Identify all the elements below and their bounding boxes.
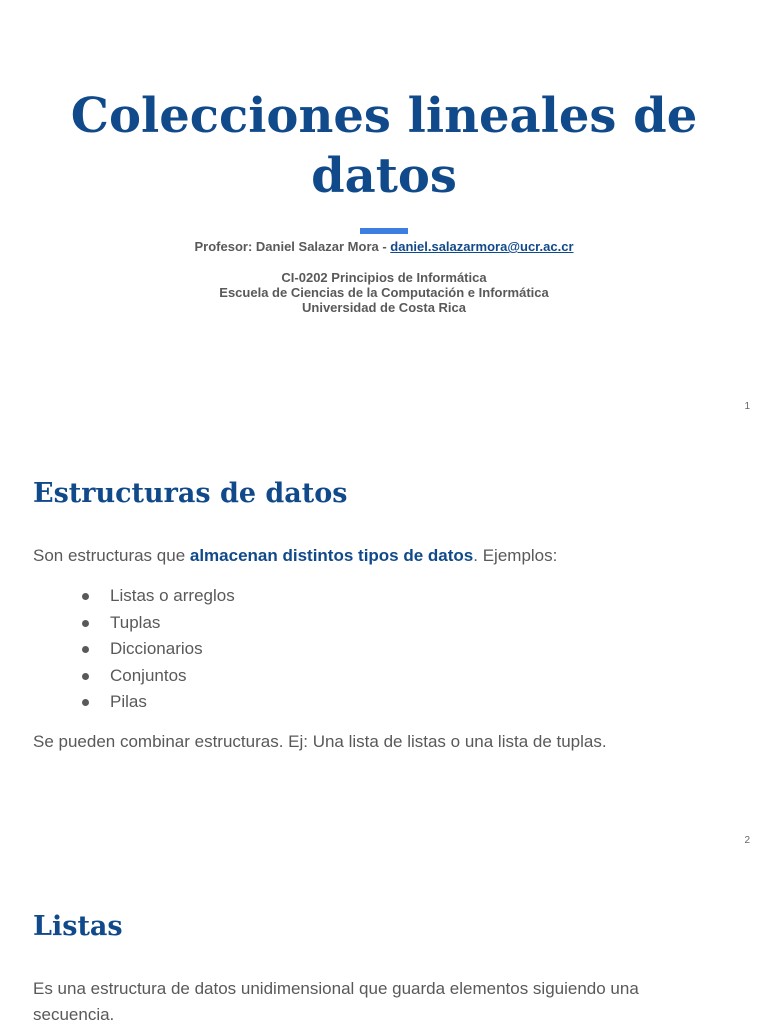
list-item: Conjuntos [78,663,235,690]
professor-email-link[interactable]: daniel.salazarmora@ucr.ac.cr [390,239,574,254]
slide-heading: Listas [33,911,123,942]
examples-list [78,583,235,716]
bullet-icon [82,620,89,627]
intro-emphasis: almacenan distintos tipos de datos [189,546,474,565]
intro-paragraph [33,543,723,569]
definition-paragraph: Es una estructura de datos unidimensional que guarda elementos siguiendo una secuencia. [33,979,639,1024]
list-item: Listas o arreglos [78,583,235,610]
list-item: Pilas [78,689,235,716]
slide-2 [0,433,768,866]
slide-heading: Estructuras de datos [33,478,348,509]
title-accent-bar [360,228,408,234]
course-name: CI-0202 Principios de Informática [281,270,487,285]
list-item: Diccionarios [78,636,235,663]
bullet-icon [82,593,89,600]
university-name: Universidad de Costa Rica [302,300,466,315]
list-item: Tuplas [78,610,235,637]
bullet-icon [82,673,89,680]
intro-suffix: . Ejemplos: [473,546,558,565]
slide-title: Colecciones lineales de datos [70,88,698,204]
slide-3 [0,866,768,1024]
professor-label: Profesor: Daniel Salazar Mora - [194,239,391,254]
course-info [30,270,738,315]
bullet-icon [82,646,89,653]
page-number: 2 [744,835,750,846]
intro-prefix: Son estructuras que [33,546,190,565]
combination-note: Se pueden combinar estructuras. Ej: Una lista de listas o una lista de tuplas. [33,732,607,751]
bullet-icon [82,699,89,706]
page-number: 1 [744,401,750,412]
slide-1 [0,0,768,433]
professor-line [30,239,738,254]
school-name: Escuela de Ciencias de la Computación e Informática [219,285,549,300]
